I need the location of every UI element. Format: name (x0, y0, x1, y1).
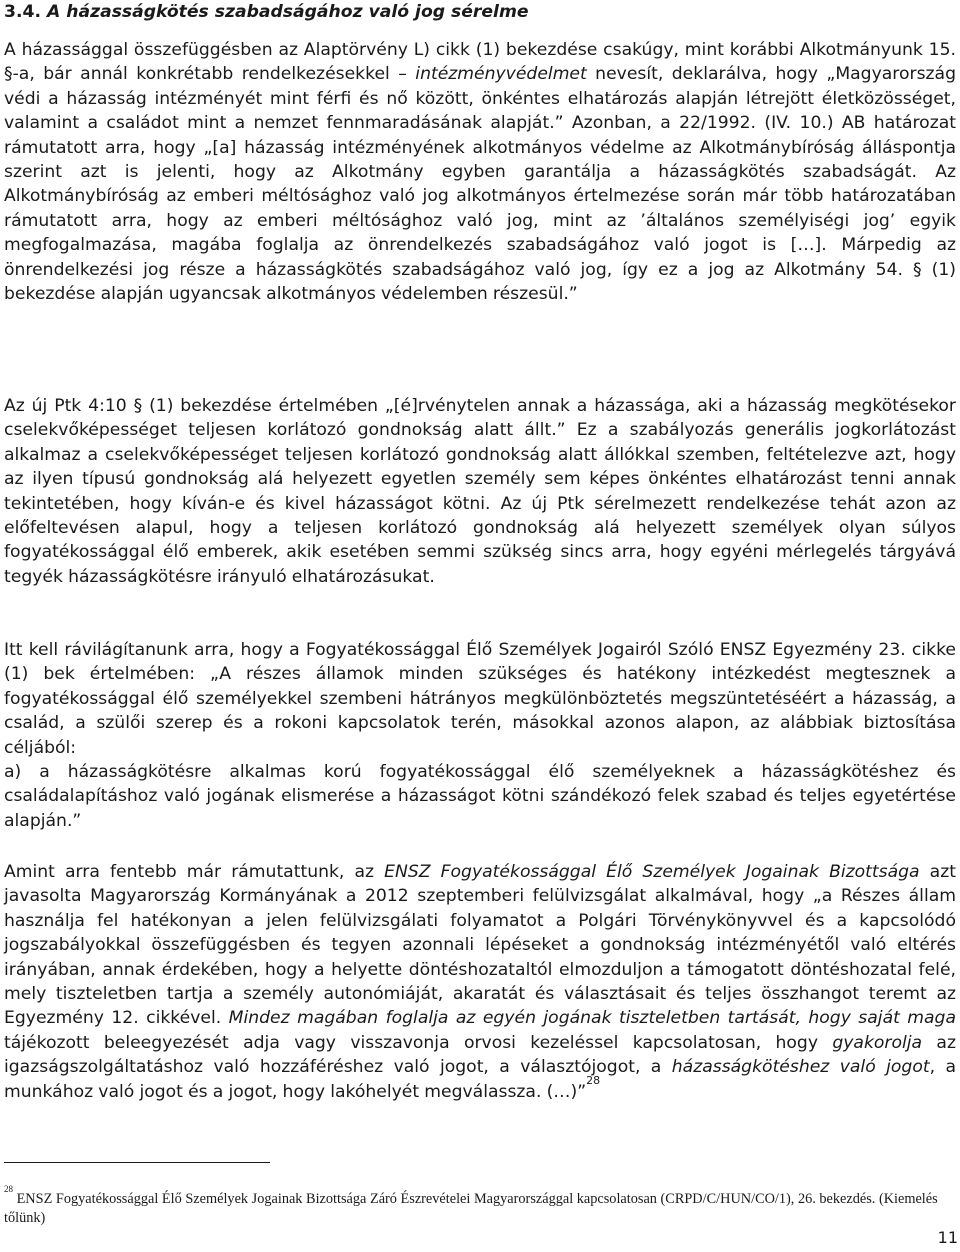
paragraph-text: tájékozott beleegyezését adja vagy visszavonja orvosi kezeléssel kapcsolatosan, hogy (4, 1032, 833, 1053)
footnote-separator (4, 1162, 270, 1163)
paragraph-constitution (4, 38, 956, 306)
paragraph-text: a) a házasságkötésre alkalmas korú fogyatékossággal élő személyeknek a házasságkötéshez és családalapításhoz való jogának elismerése a házasságot kötni szándékozó felek szabad és teljes egyetértése alapján.” (4, 762, 956, 831)
paragraph-emphasis: ENSZ Fogyatékossággal Élő Személyek Jogainak Bizottsága (384, 862, 920, 882)
paragraph-emphasis: gyakorolja (832, 1032, 923, 1053)
paragraph-text: , a munkához való jogot és a jogot, hogy lakóhelyét megválassza. (…)” (4, 1057, 956, 1102)
paragraph-text: Az új Ptk 4:10 § (1) bekezdése értelmében „[é]rvénytelen annak a házassága, aki a házasság megkötésekor cselekvőképességet teljesen korlátozó gondnokság alatt állt.” Ez a szabályozás generális jogkorlátozást alkalmaz a cselekvőképességet teljesen korlátozó gondnokság alatt állókkal szemben, feltételezve azt, hogy az ilyen típusú gondnokság alá helyezett egyetlen személy sem képes önkéntes elhatározást tenni annak tekintetében, hogy kíván-e és kivel házasságot kötni. Az új Ptk sérelmezett rendelkezése tehát azon az előfeltevésen alapul, hogy a teljesen korlátozó gondnokság alá helyezett személyek olyan súlyos fogyatékossággal élő emberek, akik esetében semmi szükség sincs arra, hogy egyéni mérlegelés tárgyává tegyék házasságkötésre irányuló elhatározásukat. (4, 396, 956, 587)
paragraph-text: nevesít, deklarálva, hogy „Magyarország védi a házasság intézményét mint férfi és nő között, önkéntes elhatározás alapján létrejött életközösséget, valamint a családot mint a nemzet fennmaradásának alapját.” Azonban, a 22/1992. (IV. 10.) AB határozat rámutatott arra, hogy „[a] házasság intézményének alkotmányos védelme az Alkotmánybíróság álláspontja szerint azt is jelenti, hogy az Alkotmány egyben garantálja a házasságkötés szabadságát. Az Alkotmánybíróság az emberi méltósághoz való jog alkotmányos értelmezése során már több határozatában rámutatott arra, hogy az emberi méltósághoz való jog, mint az ’általános személyiségi jog’ egyik megfogalmazása, magába foglalja az önrendelkezés szabadságához való jogot is […]. Márpedig az önrendelkezési jog része a házasságkötés szabadságához való jog, így ez a jog az Alkotmány 54. § (1) bekezdése alapján ugyancsak alkotmányos védelemben részesül.” (4, 64, 956, 305)
paragraph-un-committee (4, 860, 956, 1104)
page-number: 11 (937, 1228, 958, 1247)
paragraph-text: azt javasolta Magyarország Kormányának a 2012 szeptemberi felülvizsgálat alkalmával, hogy „a Részes állam használja fel hatékonyan a jelen felülvizsgálati folyamatot a Polgári Törvénykönyvvel és a kapcsolódó jogszabályokkal összefüggésben és tegyen azonnali lépéseket a gondnokság intézményétől való eltérés irányában, annak érdekében, hogy a helyette döntéshozataltól elmozduljon a támogatott döntéshozatal felé, mely tiszteletben tartja a személy autonómiáját, akaratát és választásait és teljes összhangot teremt az Egyezmény 12. cikkével. (4, 862, 956, 1029)
paragraph-emphasis: Mindez magában foglalja az egyén jogának tiszteletben tartását, hogy saját maga (228, 1008, 956, 1029)
paragraph-un-convention (4, 638, 956, 833)
paragraph-emphasis: intézményvédelmet (415, 64, 587, 85)
section-title: A házasságkötés szabadságához való jog sérelme (46, 2, 529, 22)
paragraph-civil-code (4, 394, 956, 589)
footnote-reference[interactable]: 28 (586, 1073, 601, 1087)
footnote-number: 28 (4, 1184, 13, 1195)
paragraph-text: A házassággal összefüggésben az Alaptörvény L) cikk (1) bekezdése csakúgy, mint korábbi Alkotmányunk 15. §-a, bár annál konkrétabb rendelkezésekkel – (4, 40, 956, 85)
paragraph-text: Amint arra fentebb már rámutattunk, az (4, 862, 385, 882)
paragraph-text: az igazságszolgáltatáshoz való hozzáféréshez való jogot, a választójogot, a (4, 1032, 956, 1078)
section-heading (4, 0, 956, 24)
footnote-text: ENSZ Fogyatékossággal Élő Személyek Jogainak Bizottsága Záró Észrevételei Magyarországgal kapcsolatosan (CRPD/C/HUN/CO/1), 26. bekezdés. (Kiemelés tőlünk) (4, 1191, 938, 1226)
paragraph-emphasis: házasságkötéshez való jogot (671, 1057, 930, 1078)
paragraph-text: Itt kell rávilágítanunk arra, hogy a Fogyatékossággal Élő Személyek Jogairól Szóló ENSZ Egyezmény 23. cikke (1) bek értelmében: „A részes államok minden szükséges és hatékony intézkedést megtesznek a fogyatékossággal élő személyekkel szembeni hátrányos megkülönböztetés megszüntetéséért a házasság, a család, a szülői szerep és a rokoni kapcsolatok terén, másokkal azonos alapon, az alábbiak biztosítása céljából: (4, 640, 956, 758)
document-page (4, 0, 956, 1226)
section-number: 3.4. (4, 2, 41, 22)
footnote (4, 1184, 960, 1228)
